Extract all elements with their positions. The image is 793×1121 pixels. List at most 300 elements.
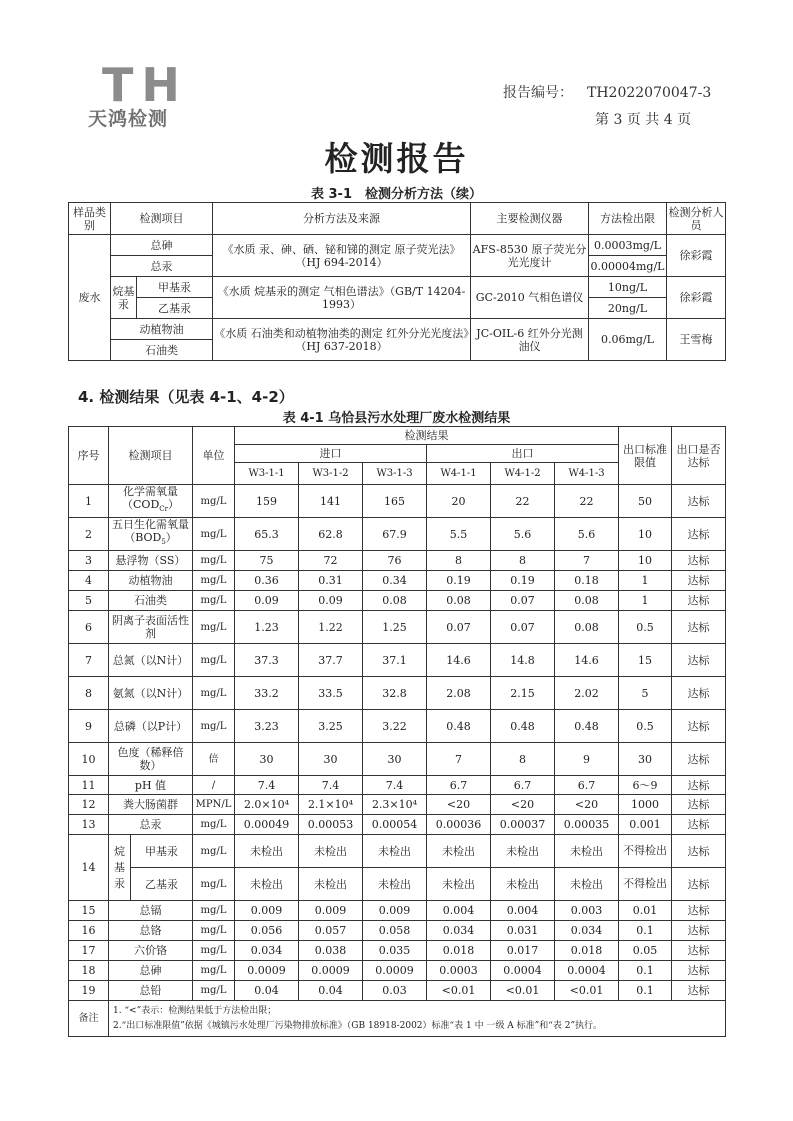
report-number-label: 报告编号： (503, 85, 573, 101)
result-value: 2.08 (427, 677, 491, 710)
result-value: 30 (363, 743, 427, 776)
result-value: 0.18 (555, 571, 619, 591)
standard-limit: 6～9 (619, 776, 672, 795)
result-value: 76 (363, 551, 427, 571)
result-value: 7.4 (363, 776, 427, 795)
result-value: 3.22 (363, 710, 427, 743)
standard-limit: 1 (619, 591, 672, 611)
unit-cell: mg/L (193, 961, 235, 981)
table-row (69, 277, 726, 298)
result-value: 0.08 (427, 591, 491, 611)
result-value: 0.07 (491, 611, 555, 644)
compliance-status: 达标 (672, 485, 726, 518)
standard-limit: 0.5 (619, 710, 672, 743)
table-row (69, 235, 726, 256)
unit-cell: mg/L (193, 518, 235, 551)
result-value: 5.5 (427, 518, 491, 551)
table-row (69, 611, 726, 644)
logo-letters: TH (102, 58, 188, 112)
result-value: 0.04 (235, 981, 299, 1001)
result-value: 37.7 (299, 644, 363, 677)
item-name-text: 总镉 (139, 904, 162, 917)
compliance-status: 达标 (672, 795, 726, 815)
analyst-2: 徐彩霞 (667, 277, 726, 319)
row-number: 3 (69, 551, 109, 571)
header-sample-id: W4-1-1 (427, 463, 491, 485)
header-limit: 出口标准限值 (619, 427, 672, 485)
limit-ethylmercury: 20ng/L (589, 298, 667, 319)
item-group-alkylmercury: 烷基汞 (109, 835, 131, 901)
item-name-subscript: 5 (161, 538, 166, 547)
result-value: 0.04 (299, 981, 363, 1001)
item-alkylmercury: 烷基汞 (111, 277, 137, 319)
result-value: 未检出 (427, 868, 491, 901)
item-name-suffix: ） (165, 531, 177, 545)
row-number: 8 (69, 677, 109, 710)
result-value: 20 (427, 485, 491, 518)
header-unit: 单位 (193, 427, 235, 485)
unit-cell: mg/L (193, 571, 235, 591)
sample-category: 废水 (69, 235, 111, 361)
header-method: 分析方法及来源 (213, 203, 471, 235)
result-value: 33.5 (299, 677, 363, 710)
result-value: 0.19 (427, 571, 491, 591)
result-value: <0.01 (427, 981, 491, 1001)
item-name-text: 色度（稀释倍数） (117, 746, 184, 772)
result-value: 2.1×10⁴ (299, 795, 363, 815)
result-value: 0.00054 (363, 815, 427, 835)
table-row (69, 795, 726, 815)
item-name-text: 氨氮（以N计） (112, 686, 189, 700)
table-row (69, 551, 726, 571)
item-name (109, 551, 193, 571)
result-value: 0.31 (299, 571, 363, 591)
logo-name: 天鸿检测 (88, 108, 169, 130)
result-value: 0.00037 (491, 815, 555, 835)
result-value: 33.2 (235, 677, 299, 710)
compliance-status: 达标 (672, 981, 726, 1001)
item-name (109, 941, 193, 961)
row-number: 10 (69, 743, 109, 776)
result-value: 30 (299, 743, 363, 776)
table-row (69, 710, 726, 743)
table-row (69, 981, 726, 1001)
header-seq: 序号 (69, 427, 109, 485)
result-value: 30 (235, 743, 299, 776)
unit-cell: mg/L (193, 551, 235, 571)
result-value: 14.8 (491, 644, 555, 677)
table-header-row (69, 427, 726, 445)
result-value: 0.0009 (235, 961, 299, 981)
table-row (69, 485, 726, 518)
instrument-3: JC-OIL-6 红外分光测油仪 (471, 319, 589, 361)
table-row (69, 591, 726, 611)
result-value: 1.25 (363, 611, 427, 644)
row-number: 18 (69, 961, 109, 981)
item-name (109, 611, 193, 644)
header-item: 检测项目 (111, 203, 213, 235)
method-2: 《水质 烷基汞的测定 气相色谱法》（GB/T 14204-1993） (213, 277, 471, 319)
header-sample-id: W4-1-3 (555, 463, 619, 485)
item-name (109, 815, 193, 835)
result-value: 8 (491, 551, 555, 571)
item-name (109, 901, 193, 921)
result-value: 0.038 (299, 941, 363, 961)
standard-limit: 0.1 (619, 981, 672, 1001)
unit-cell: mg/L (193, 981, 235, 1001)
compliance-status: 达标 (672, 644, 726, 677)
unit-cell: mg/L (193, 644, 235, 677)
company-logo (84, 58, 206, 130)
result-value: 未检出 (555, 835, 619, 868)
analyst-3: 王雪梅 (667, 319, 726, 361)
result-value: 2.15 (491, 677, 555, 710)
result-value: 未检出 (427, 835, 491, 868)
result-value: 67.9 (363, 518, 427, 551)
row-number: 16 (69, 921, 109, 941)
header-results: 检测结果 (235, 427, 619, 445)
result-value: 未检出 (235, 835, 299, 868)
item-name (109, 677, 193, 710)
unit-cell: mg/L (193, 941, 235, 961)
table-row (69, 868, 726, 901)
result-value: 0.07 (427, 611, 491, 644)
method-1: 《水质 汞、砷、硒、铋和锑的测定 原子荧光法》（HJ 694-2014） (213, 235, 471, 277)
item-name (109, 571, 193, 591)
row-number: 2 (69, 518, 109, 551)
compliance-status: 达标 (672, 835, 726, 868)
result-value: 未检出 (491, 868, 555, 901)
limit-mercury: 0.00004mg/L (589, 256, 667, 277)
result-value: 0.0009 (363, 961, 427, 981)
item-name (109, 776, 193, 795)
report-number (503, 82, 711, 102)
result-value: 6.7 (555, 776, 619, 795)
result-value: 0.018 (555, 941, 619, 961)
item-name-suffix: ） (167, 498, 179, 512)
limit-methylmercury: 10ng/L (589, 277, 667, 298)
result-value: 2.3×10⁴ (363, 795, 427, 815)
standard-limit: 5 (619, 677, 672, 710)
item-name-text: 粪大肠菌群 (123, 798, 178, 811)
item-name-text: 五日生化需氧量（BOD (112, 518, 189, 545)
result-value: 0.056 (235, 921, 299, 941)
item-name (109, 710, 193, 743)
result-value: 0.003 (555, 901, 619, 921)
result-value: 0.0004 (555, 961, 619, 981)
unit-cell: mg/L (193, 901, 235, 921)
result-value: <20 (427, 795, 491, 815)
report-number-value: TH2022070047-3 (587, 85, 712, 101)
item-name-text: pH 值 (134, 778, 167, 792)
wastewater-results-table (68, 426, 726, 1037)
analyst-1: 徐彩霞 (667, 235, 726, 277)
result-value: 0.031 (491, 921, 555, 941)
result-value: <20 (491, 795, 555, 815)
table-row (69, 815, 726, 835)
row-number: 5 (69, 591, 109, 611)
row-number: 4 (69, 571, 109, 591)
table-3-1-caption: 表 3-1 检测分析方法（续） (310, 187, 482, 202)
result-value: 165 (363, 485, 427, 518)
result-value: 0.004 (427, 901, 491, 921)
item-methylmercury: 甲基汞 (137, 277, 213, 298)
item-name (109, 518, 193, 551)
result-value: <20 (555, 795, 619, 815)
item-name-text: 石油类 (134, 594, 167, 607)
table-row (69, 901, 726, 921)
result-value: 0.009 (299, 901, 363, 921)
header-analyst: 检测分析人员 (667, 203, 726, 235)
notes-body (109, 1001, 726, 1037)
compliance-status: 达标 (672, 611, 726, 644)
row-number: 12 (69, 795, 109, 815)
table-row (69, 941, 726, 961)
compliance-status: 达标 (672, 551, 726, 571)
compliance-status: 达标 (672, 921, 726, 941)
analysis-method-table (68, 202, 726, 361)
result-value: 8 (491, 743, 555, 776)
result-value: 0.057 (299, 921, 363, 941)
item-name-text: 阴离子表面活性剂 (112, 614, 189, 640)
header-outlet: 出口 (427, 445, 619, 463)
result-value: 0.009 (363, 901, 427, 921)
unit-cell: mg/L (193, 921, 235, 941)
item-mercury: 总汞 (111, 256, 213, 277)
result-value: 0.018 (427, 941, 491, 961)
result-value: 5.6 (555, 518, 619, 551)
result-value: <0.01 (555, 981, 619, 1001)
table-row (69, 776, 726, 795)
result-value: 0.00053 (299, 815, 363, 835)
result-value: 7.4 (235, 776, 299, 795)
result-value: 0.034 (555, 921, 619, 941)
header-item: 检测项目 (109, 427, 193, 485)
unit-cell: mg/L (193, 815, 235, 835)
table-row (69, 571, 726, 591)
header-sample-id: W4-1-2 (491, 463, 555, 485)
result-value: 未检出 (363, 868, 427, 901)
unit-cell: mg/L (193, 835, 235, 868)
row-number: 14 (69, 835, 109, 901)
standard-limit: 0.05 (619, 941, 672, 961)
item-name (109, 961, 193, 981)
item-name-text: 化学需氧量（COD (122, 485, 178, 512)
result-value: 未检出 (299, 868, 363, 901)
item-name-text: 悬浮物（SS） (115, 554, 186, 567)
standard-limit: 0.001 (619, 815, 672, 835)
result-value: 0.035 (363, 941, 427, 961)
header-limit: 方法检出限 (589, 203, 667, 235)
result-value: 0.0003 (427, 961, 491, 981)
compliance-status: 达标 (672, 776, 726, 795)
result-value: 未检出 (235, 868, 299, 901)
result-value: 7 (427, 743, 491, 776)
item-name (109, 591, 193, 611)
item-name-subscript: Cr (159, 505, 168, 514)
standard-limit: 1000 (619, 795, 672, 815)
unit-cell: mg/L (193, 677, 235, 710)
limit-oil: 0.06mg/L (589, 319, 667, 361)
table-row (69, 743, 726, 776)
result-value: 未检出 (299, 835, 363, 868)
result-value: 6.7 (427, 776, 491, 795)
compliance-status: 达标 (672, 591, 726, 611)
table-header-row (69, 203, 726, 235)
result-value: 141 (299, 485, 363, 518)
header-inlet: 进口 (235, 445, 427, 463)
result-value: 0.08 (555, 611, 619, 644)
result-value: 0.004 (491, 901, 555, 921)
result-value: 0.03 (363, 981, 427, 1001)
result-value: 0.058 (363, 921, 427, 941)
unit-cell: mg/L (193, 591, 235, 611)
item-name-text: 动植物油 (128, 574, 173, 587)
result-value: 7.4 (299, 776, 363, 795)
item-name-text: 六价铬 (134, 944, 167, 957)
header-sample-id: W3-1-3 (363, 463, 427, 485)
result-value: 未检出 (555, 868, 619, 901)
unit-cell: mg/L (193, 611, 235, 644)
note-line: 2.“出口标准限值”依据《城镇污水处理厂污染物排放标准》（GB 18918-2002）标准“表 1 中 一级 A 标准”和“表 2”执行。 (113, 1020, 603, 1031)
section-title: 4. 检测结果（见表 4-1、4-2） (78, 388, 294, 406)
table-4-1-caption: 表 4-1 乌恰县污水处理厂废水检测结果 (282, 411, 511, 426)
unit-cell: MPN/L (193, 795, 235, 815)
result-value: 未检出 (363, 835, 427, 868)
header-sample: 样品类别 (69, 203, 111, 235)
item-name-text: 总铅 (139, 984, 162, 997)
result-value: 0.08 (555, 591, 619, 611)
standard-limit: 不得检出 (619, 835, 672, 868)
table-row (69, 518, 726, 551)
result-value: 0.08 (363, 591, 427, 611)
result-value: 22 (555, 485, 619, 518)
standard-limit: 0.5 (619, 611, 672, 644)
result-value: 2.02 (555, 677, 619, 710)
result-value: 72 (299, 551, 363, 571)
result-value: 75 (235, 551, 299, 571)
unit-cell: mg/L (193, 710, 235, 743)
result-value: 0.36 (235, 571, 299, 591)
row-number: 7 (69, 644, 109, 677)
result-value: 14.6 (555, 644, 619, 677)
result-value: 0.034 (427, 921, 491, 941)
unit-cell: 倍 (193, 743, 235, 776)
standard-limit: 0.1 (619, 961, 672, 981)
item-name (109, 743, 193, 776)
table-row (69, 644, 726, 677)
compliance-status: 达标 (672, 941, 726, 961)
result-value: 0.09 (299, 591, 363, 611)
row-number: 17 (69, 941, 109, 961)
note-line: 1. “<”表示：检测结果低于方法检出限； (113, 1005, 277, 1016)
standard-limit: 15 (619, 644, 672, 677)
unit-cell: / (193, 776, 235, 795)
instrument-2: GC-2010 气相色谱仪 (471, 277, 589, 319)
table-row (69, 921, 726, 941)
compliance-status: 达标 (672, 743, 726, 776)
result-value: 3.23 (235, 710, 299, 743)
compliance-status: 达标 (672, 901, 726, 921)
notes-row (69, 1001, 726, 1037)
result-value: 0.07 (491, 591, 555, 611)
result-value: 6.7 (491, 776, 555, 795)
result-value: 0.009 (235, 901, 299, 921)
row-number: 6 (69, 611, 109, 644)
compliance-status: 达标 (672, 710, 726, 743)
item-name-text: 总磷（以P计） (113, 719, 188, 733)
standard-limit: 0.01 (619, 901, 672, 921)
header-sample-id: W3-1-1 (235, 463, 299, 485)
row-number: 19 (69, 981, 109, 1001)
result-value: 0.017 (491, 941, 555, 961)
row-number: 11 (69, 776, 109, 795)
result-value: 8 (427, 551, 491, 571)
standard-limit: 10 (619, 518, 672, 551)
result-value: 0.09 (235, 591, 299, 611)
result-value: 159 (235, 485, 299, 518)
result-value: 0.00049 (235, 815, 299, 835)
result-value: 37.3 (235, 644, 299, 677)
item-ethylmercury: 乙基汞 (137, 298, 213, 319)
item-name (109, 981, 193, 1001)
result-value: 22 (491, 485, 555, 518)
header-sample-id: W3-1-2 (299, 463, 363, 485)
compliance-status: 达标 (672, 961, 726, 981)
item-arsenic: 总砷 (111, 235, 213, 256)
result-value: 1.23 (235, 611, 299, 644)
item-animal-oil: 动植物油 (111, 319, 213, 340)
standard-limit: 10 (619, 551, 672, 571)
compliance-status: 达标 (672, 868, 726, 901)
table-row (69, 677, 726, 710)
result-value: 3.25 (299, 710, 363, 743)
result-value: 2.0×10⁴ (235, 795, 299, 815)
standard-limit: 不得检出 (619, 868, 672, 901)
unit-cell: mg/L (193, 485, 235, 518)
row-number: 13 (69, 815, 109, 835)
item-name (109, 644, 193, 677)
item-petroleum: 石油类 (111, 340, 213, 361)
compliance-status: 达标 (672, 571, 726, 591)
row-number: 1 (69, 485, 109, 518)
table-row (69, 835, 726, 868)
result-value: 1.22 (299, 611, 363, 644)
standard-limit: 50 (619, 485, 672, 518)
result-value: 0.00035 (555, 815, 619, 835)
item-name (109, 921, 193, 941)
unit-cell: mg/L (193, 868, 235, 901)
item-name: 乙基汞 (131, 868, 193, 901)
item-name-text: 总铬 (139, 924, 162, 937)
page-info: 第 3 页 共 4 页 (595, 112, 692, 128)
limit-arsenic: 0.0003mg/L (589, 235, 667, 256)
item-name-text: 总氮（以N计） (112, 653, 189, 667)
result-value: 5.6 (491, 518, 555, 551)
row-number: 15 (69, 901, 109, 921)
item-name: 甲基汞 (131, 835, 193, 868)
result-value: 7 (555, 551, 619, 571)
table-row (69, 961, 726, 981)
header-compliance: 出口是否达标 (672, 427, 726, 485)
instrument-1: AFS-8530 原子荧光分光光度计 (471, 235, 589, 277)
compliance-status: 达标 (672, 518, 726, 551)
result-value: 37.1 (363, 644, 427, 677)
row-number: 9 (69, 710, 109, 743)
result-value: 未检出 (491, 835, 555, 868)
standard-limit: 0.1 (619, 921, 672, 941)
result-value: 0.19 (491, 571, 555, 591)
